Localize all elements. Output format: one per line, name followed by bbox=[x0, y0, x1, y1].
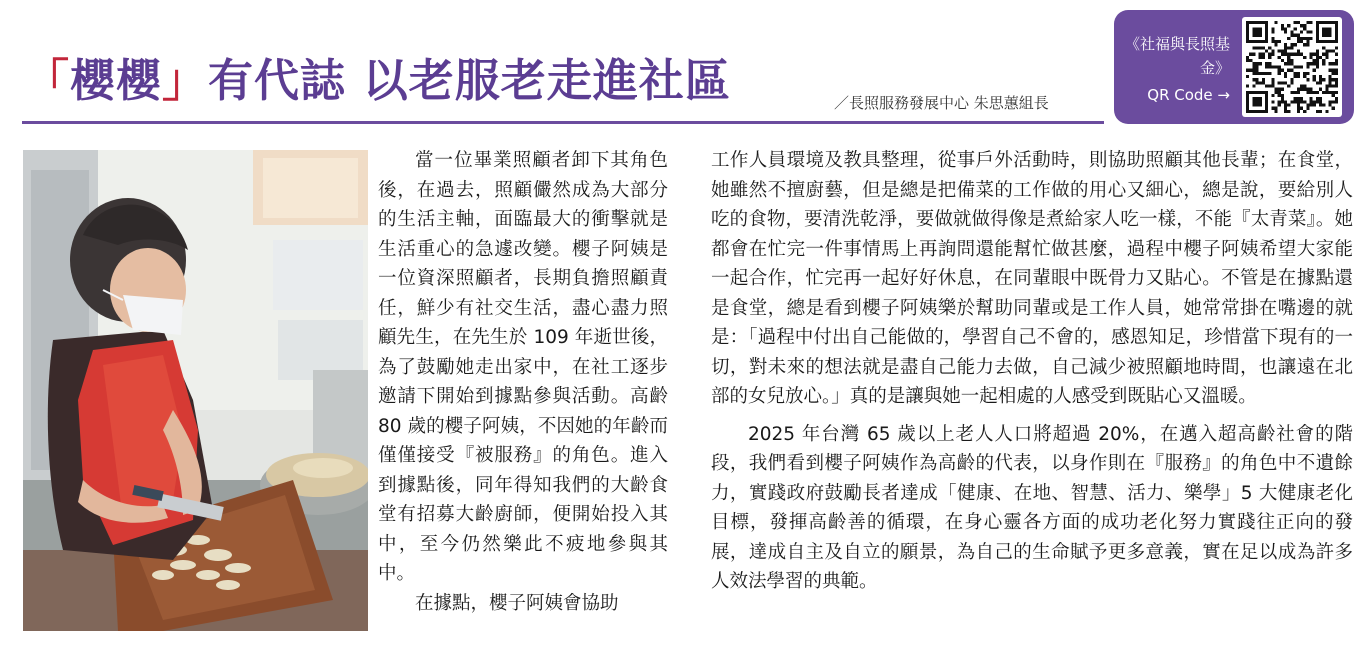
paragraph: 當一位畢業照顧者卸下其角色後，在過去，照顧儼然成為大部分的生活主軸，面臨最大的衝擊就是生活重心的急遽改變。櫻子阿姨是一位資深照顧者，長期負擔照顧責任，鮮少有社交生活，盡心盡力照顧先生，在先生於 109 年逝世後，為了鼓勵她走出家中，在社工逐步邀請下開始到據點參與活動。高齡 80 歲的櫻子阿姨，不因她的年齡而僅僅接受『被服務』的角色。進入到據點後，同年得知我們的大齡食堂有招募大齡廚師，便開始投入其中，至今仍然樂此不疲地參與其中。 bbox=[378, 150, 668, 584]
title-bracket-open: 「 bbox=[24, 54, 71, 107]
qr-panel bbox=[1114, 10, 1354, 124]
article-column-middle bbox=[378, 146, 668, 618]
qr-title: 《社福與長照基金》 bbox=[1124, 35, 1230, 77]
header-divider bbox=[22, 121, 1104, 124]
title-rest: 有代誌 以老服老走進社區 bbox=[208, 54, 731, 107]
qr-label: QR Code → bbox=[1147, 86, 1230, 104]
title-bracket-close: 」 bbox=[162, 54, 209, 107]
page-title bbox=[24, 44, 731, 109]
paragraph: 2025 年台灣 65 歲以上老人人口將超過 20%，在邁入超高齡社會的階段，我們看到櫻子阿姨作為高齡的代表，以身作則在『服務』的角色中不遺餘力，實踐政府鼓勵長者達成「健康、在地、智慧、活力、樂學」5 大健康老化目標，發揮高齡善的循環，在身心靈各方面的成功老化努力實踐往正向的發展，達成自主及自立的願景，為自己的生命賦予更多意義，實在足以成為許多人效法學習的典範。 bbox=[711, 423, 1353, 592]
qr-code-graphic bbox=[1246, 21, 1338, 113]
elderly-woman-chopping-food-photo bbox=[23, 150, 368, 631]
paragraph: 工作人員環境及教具整理，從事戶外活動時，則協助照顧其他長輩；在食堂，她雖然不擅廚藝，但是總是把備菜的工作做的用心又細心，總是說，要給別人吃的食物，要清洗乾淨，要做就做得像是煮給家人吃一樣，不能『太青菜』。她都會在忙完一件事情馬上再詢問還能幫忙做甚麼，過程中櫻子阿姨希望大家能一起合作，忙完再一起好好休息，在同輩眼中既骨力又貼心。不管是在據點還是食堂，總是看到櫻子阿姨樂於幫助同輩或是工作人員，她常常掛在嘴邊的就是：「過程中付出自己能做的，學習自己不會的，感恩知足，珍惜當下現有的一切，對未來的想法就是盡自己能力去做，自己減少被照顧地時間，也讓遠在北部的女兒放心。」真的是讓與她一起相處的人感受到既貼心又溫暖。 bbox=[711, 150, 1353, 407]
article-photo bbox=[23, 150, 368, 631]
article-column-right bbox=[711, 146, 1353, 597]
author-byline: ／長照服務發展中心 朱思蕙組長 bbox=[834, 94, 1049, 112]
title-name: 櫻櫻 bbox=[70, 54, 163, 107]
qr-code-icon[interactable] bbox=[1242, 17, 1342, 117]
paragraph: 在據點，櫻子阿姨會協助 bbox=[415, 592, 619, 614]
